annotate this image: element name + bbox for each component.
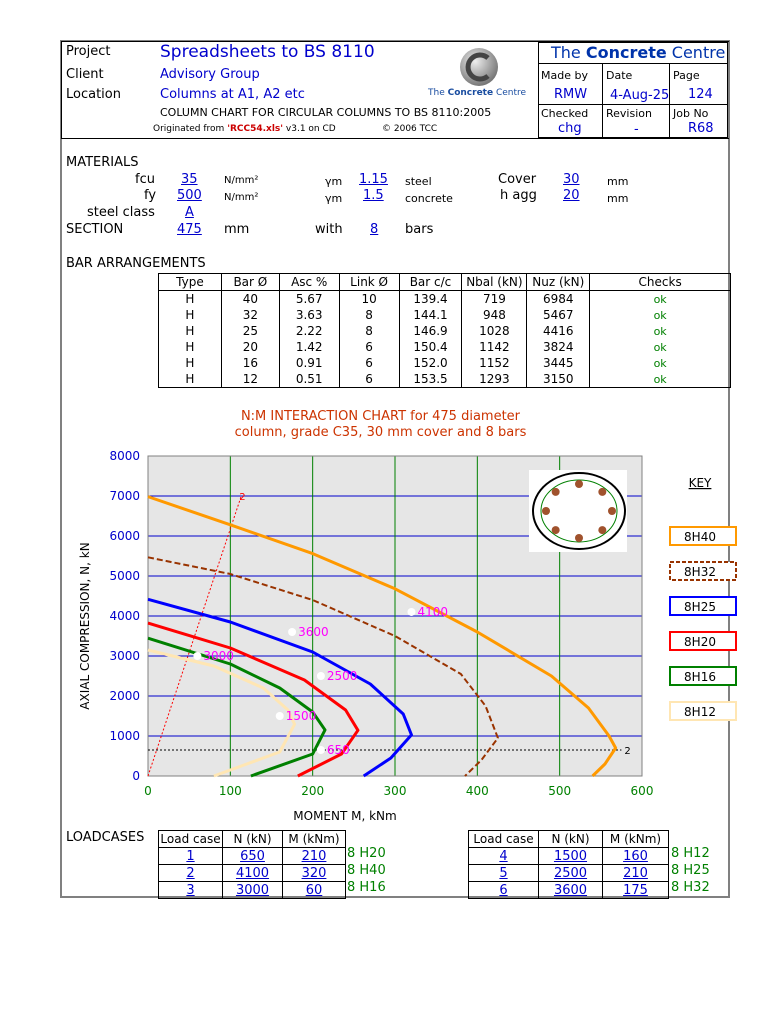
fy-unit: N/mm² [224, 192, 259, 203]
made-by-label: Made by [541, 69, 588, 82]
table-cell: 139.4 [399, 291, 462, 308]
loadcase-row [469, 865, 669, 882]
table-cell: 12 [221, 371, 279, 388]
fy-label: fy [144, 188, 157, 203]
section-bar [598, 526, 606, 534]
table-cell: H [159, 339, 222, 355]
table-cell: 40 [221, 291, 279, 308]
gm-steel-unit: steel [405, 175, 432, 188]
with-label: with [315, 222, 343, 237]
revision-label: Revision [606, 107, 652, 120]
loadcase-n-value[interactable]: 2500 [539, 865, 603, 882]
table-row [159, 291, 731, 308]
bar-table-header: Nuz (kN) [527, 274, 590, 291]
loadcase-header: Load case [160, 832, 221, 846]
fcu-label: fcu [135, 172, 155, 187]
table-cell: 1142 [462, 339, 527, 355]
table-cell: 0.91 [279, 355, 339, 371]
loadcase-n-value[interactable]: 3600 [539, 882, 603, 899]
fcu-unit: N/mm² [224, 175, 259, 186]
bar-table-header-row [159, 274, 731, 291]
black-line-label: 2 [624, 746, 631, 757]
bar-table-header: Nbal (kN) [462, 274, 527, 291]
section-unit: mm [224, 222, 250, 237]
location-label: Location [66, 87, 121, 102]
bar-arrangements-title: BAR ARRANGEMENTS [66, 256, 206, 271]
table-cell: 6984 [527, 291, 590, 308]
copyright: © 2006 TCC [382, 124, 438, 134]
bars-label: bars [405, 222, 434, 237]
interaction-chart [0, 440, 768, 830]
x-tick-label: 600 [630, 784, 654, 798]
table-cell: 2.22 [279, 323, 339, 339]
loadcase-row [159, 848, 346, 865]
gm-concrete-unit: concrete [405, 192, 453, 205]
loadcase-number[interactable]: 1 [159, 848, 223, 865]
date-value[interactable]: 4-Aug-25 [610, 88, 670, 103]
key-text: 8H32 [684, 565, 716, 579]
section-value[interactable]: 475 [177, 222, 202, 237]
jobno-value[interactable]: R68 [688, 121, 714, 136]
table-cell: 6 [339, 339, 399, 355]
loadcase-row [469, 848, 669, 865]
loadcases-title: LOADCASES [66, 830, 145, 845]
loadcase-m-value[interactable]: 210 [283, 848, 346, 865]
loadcase-header: M (kNm) [283, 831, 346, 848]
table-cell: 948 [462, 307, 527, 323]
table-row [159, 371, 731, 388]
bar-table-header: Bar Ø [221, 274, 279, 291]
loadcase-header: N (kN) [539, 831, 603, 848]
key-text: 8H16 [684, 670, 716, 684]
table-cell: 1028 [462, 323, 527, 339]
table-cell: 20 [221, 339, 279, 355]
key-text: 8H25 [684, 600, 716, 614]
gm-concrete-value[interactable]: 1.5 [363, 188, 384, 203]
y-tick-label: 7000 [109, 489, 140, 503]
steel-class-label: steel class [87, 205, 155, 220]
loadcase-m-value[interactable]: 175 [603, 882, 669, 899]
loadcase-number[interactable]: 6 [469, 882, 539, 899]
loadcases-table-right [468, 830, 669, 899]
hagg-label: h agg [500, 188, 537, 203]
loadcase-n-value[interactable]: 4100 [223, 865, 283, 882]
section-label: SECTION [66, 222, 124, 237]
steel-class-value[interactable]: A [185, 205, 194, 220]
section-bar [542, 507, 550, 515]
table-cell: 32 [221, 307, 279, 323]
x-tick-label: 400 [465, 784, 489, 798]
y-tick-label: 6000 [109, 529, 140, 543]
jobno-label: Job No [673, 107, 709, 120]
sheet-subtitle: COLUMN CHART FOR CIRCULAR COLUMNS TO BS 8110:2005 [160, 106, 492, 119]
gm-concrete-label: γm [325, 192, 343, 205]
cover-label: Cover [498, 172, 537, 187]
section-bar [575, 480, 583, 488]
bar-table-header: Checks [590, 274, 731, 291]
table-cell: 719 [462, 291, 527, 308]
table-cell: 3.63 [279, 307, 339, 323]
x-tick-label: 0 [144, 784, 152, 798]
loadcase-m-value[interactable]: 210 [603, 865, 669, 882]
loadcase-n-value[interactable]: 650 [223, 848, 283, 865]
y-tick-label: 0 [132, 769, 140, 783]
red-line-label: 2 [239, 492, 246, 503]
table-cell: 5467 [527, 307, 590, 323]
loadcase-point [193, 652, 201, 660]
client-label: Client [66, 67, 104, 82]
table-cell: 3150 [527, 371, 590, 388]
table-cell: ok [590, 323, 731, 339]
logo-text: The Concrete Centre [428, 88, 527, 98]
loadcase-label: 650 [326, 743, 350, 757]
table-cell: 0.51 [279, 371, 339, 388]
y-tick-label: 1000 [109, 729, 140, 743]
loadcase-point [288, 628, 296, 636]
table-cell: H [159, 371, 222, 388]
table-cell: ok [590, 307, 731, 323]
table-cell: 6 [339, 371, 399, 388]
table-row [159, 323, 731, 339]
section-bar [575, 534, 583, 542]
table-cell: 3824 [527, 339, 590, 355]
table-cell: ok [590, 291, 731, 308]
loadcase-bar-note: 8 H25 [671, 863, 710, 878]
loadcase-bar-note: 8 H40 [347, 863, 386, 878]
table-cell: 1.42 [279, 339, 339, 355]
date-label: Date [606, 69, 633, 82]
bar-arrangements-table [158, 273, 731, 388]
checked-label: Checked [541, 107, 589, 120]
loadcase-point [276, 712, 284, 720]
key-text: 8H20 [684, 635, 716, 649]
loadcase-n-value[interactable]: 3000 [223, 882, 283, 899]
key-text: 8H40 [684, 530, 716, 544]
bar-table-header: Type [159, 274, 222, 291]
loadcase-label: 4100 [417, 605, 449, 619]
section-bar [552, 526, 560, 534]
project-label: Project [66, 44, 111, 59]
table-row [159, 355, 731, 371]
y-tick-label: 3000 [109, 649, 140, 663]
table-cell: 153.5 [399, 371, 462, 388]
bars-value[interactable]: 8 [370, 222, 379, 237]
y-tick-label: 8000 [109, 449, 140, 463]
loadcase-bar-note: 8 H12 [671, 846, 710, 861]
project-value[interactable]: Spreadsheets to BS 8110 [160, 42, 375, 62]
loadcase-number[interactable]: 4 [469, 848, 539, 865]
revision-value[interactable]: - [634, 122, 639, 137]
loadcase-label: 3600 [298, 625, 329, 639]
loadcase-header-row [469, 831, 669, 848]
loadcase-n-value[interactable]: 1500 [539, 848, 603, 865]
loadcase-header-row [159, 831, 346, 848]
client-value[interactable]: Advisory Group [160, 67, 260, 82]
table-cell: 146.9 [399, 323, 462, 339]
loadcase-point [407, 608, 415, 616]
key-text: 8H12 [684, 705, 716, 719]
y-tick-label: 2000 [109, 689, 140, 703]
table-cell: 5.67 [279, 291, 339, 308]
loadcase-bar-note: 8 H16 [347, 880, 386, 895]
loadcase-bar-note: 8 H32 [671, 880, 710, 895]
loadcase-bar-note: 8 H20 [347, 846, 386, 861]
table-cell: H [159, 355, 222, 371]
y-axis-label: AXIAL COMPRESSION, N, kN [78, 542, 92, 710]
table-cell: H [159, 323, 222, 339]
table-cell: 150.4 [399, 339, 462, 355]
hagg-value[interactable]: 20 [563, 188, 580, 203]
loadcase-m-value[interactable]: 60 [283, 882, 346, 899]
table-cell: 144.1 [399, 307, 462, 323]
table-cell: H [159, 307, 222, 323]
location-value[interactable]: Columns at A1, A2 etc [160, 87, 305, 102]
bar-table-header: Link Ø [339, 274, 399, 291]
table-cell: 10 [339, 291, 399, 308]
loadcase-row [159, 865, 346, 882]
loadcase-m-value[interactable]: 160 [603, 848, 669, 865]
loadcase-point [317, 746, 325, 754]
hagg-unit: mm [607, 192, 629, 205]
page-value[interactable]: 124 [688, 87, 713, 102]
table-cell: 4416 [527, 323, 590, 339]
loadcases-table-left [158, 830, 346, 899]
bar-table-header: Asc % [279, 274, 339, 291]
section-bar [608, 507, 616, 515]
materials-title: MATERIALS [66, 155, 139, 170]
loadcase-header: M (kNm) [603, 831, 669, 848]
loadcase-header: Load case [469, 831, 539, 848]
table-row [159, 339, 731, 355]
table-cell: ok [590, 371, 731, 388]
table-cell: 8 [339, 307, 399, 323]
cover-unit: mm [607, 175, 629, 188]
y-tick-label: 5000 [109, 569, 140, 583]
table-cell: 25 [221, 323, 279, 339]
made-by-value[interactable]: RMW [554, 87, 588, 102]
fy-value[interactable]: 500 [177, 188, 202, 203]
brand-title: The Concrete Centre [551, 43, 726, 62]
loadcase-header: N (kN) [223, 831, 283, 848]
table-cell: 1293 [462, 371, 527, 388]
loadcase-row [159, 882, 346, 899]
x-axis-label: MOMENT M, kNm [293, 809, 397, 823]
loadcase-m-value[interactable]: 320 [283, 865, 346, 882]
gm-steel-value[interactable]: 1.15 [359, 172, 388, 187]
y-tick-label: 4000 [109, 609, 140, 623]
loadcase-label: 2500 [326, 669, 358, 683]
table-cell: 1152 [462, 355, 527, 371]
table-row [159, 307, 731, 323]
x-tick-label: 300 [383, 784, 407, 798]
cover-value[interactable]: 30 [563, 172, 580, 187]
table-cell: ok [590, 339, 731, 355]
table-cell: ok [590, 355, 731, 371]
gm-steel-label: γm [325, 175, 343, 188]
loadcase-label: 1500 [285, 709, 317, 723]
originated-line: Originated from 'RCC54.xls' v3.1 on CD [153, 124, 336, 134]
table-cell: 16 [221, 355, 279, 371]
loadcase-row [469, 882, 669, 899]
x-tick-label: 200 [301, 784, 325, 798]
x-tick-label: 500 [548, 784, 572, 798]
table-cell: 8 [339, 323, 399, 339]
section-bar [598, 488, 606, 496]
chart-title: N:M INTERACTION CHART for 475 diameter column, grade C35, 30 mm cover and 8 bars [234, 409, 527, 440]
loadcase-number[interactable]: 5 [469, 865, 539, 882]
table-cell: 3445 [527, 355, 590, 371]
page-label: Page [673, 69, 700, 82]
table-cell: 6 [339, 355, 399, 371]
loadcase-point [317, 672, 325, 680]
key-label: KEY [688, 476, 712, 490]
loadcase-label: 3000 [203, 649, 234, 663]
x-tick-label: 100 [218, 784, 242, 798]
table-cell: H [159, 291, 222, 308]
section-bar [552, 488, 560, 496]
bar-table-header: Bar c/c [399, 274, 462, 291]
table-cell: 152.0 [399, 355, 462, 371]
loadcase-number[interactable]: 2 [159, 865, 223, 882]
fcu-value[interactable]: 35 [181, 172, 198, 187]
loadcase-number[interactable]: 3 [159, 882, 223, 899]
checked-value[interactable]: chg [558, 121, 582, 136]
concrete-centre-logo-icon [458, 47, 502, 87]
